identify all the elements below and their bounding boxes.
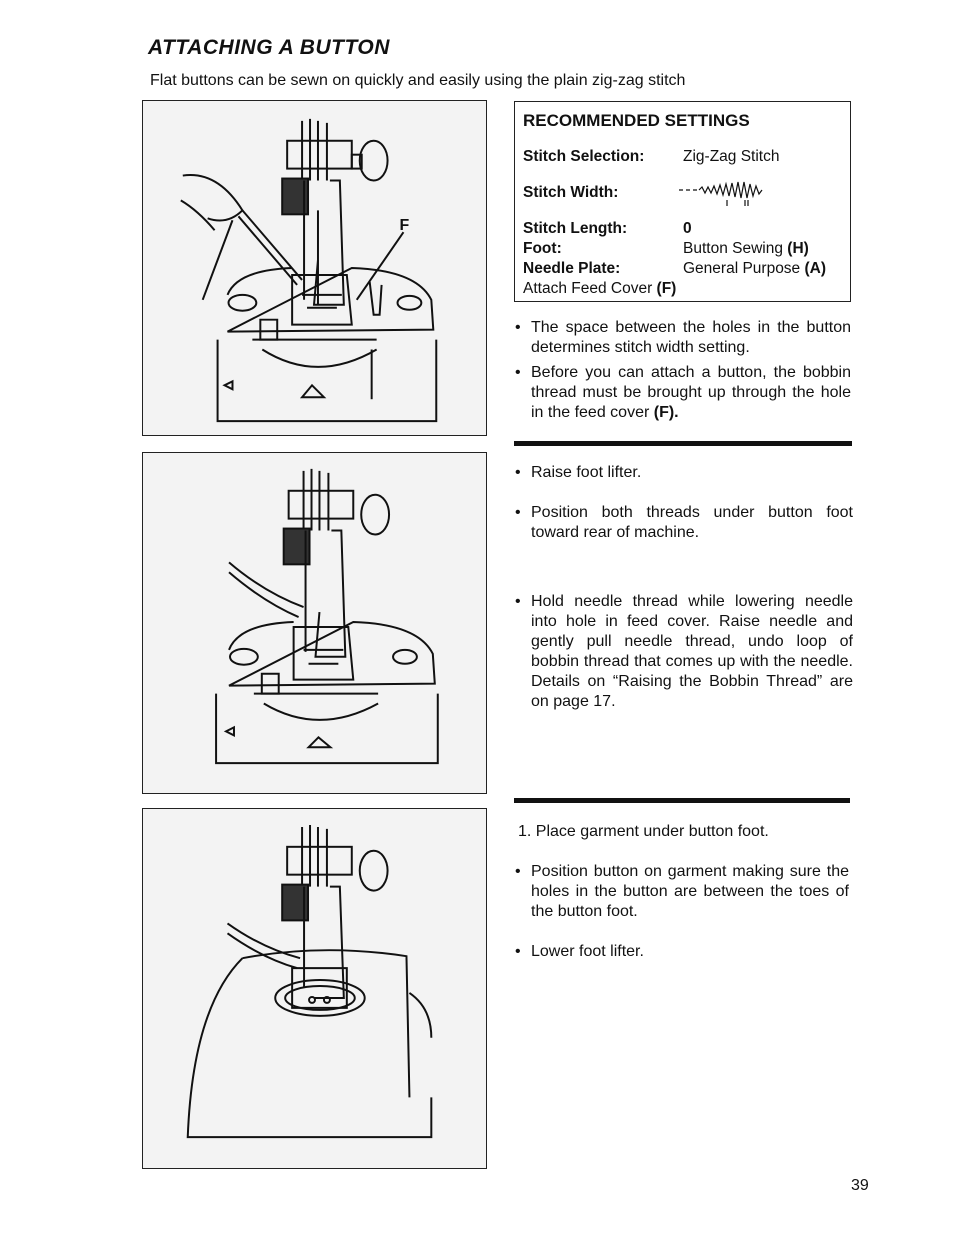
bullet-text: Position both threads under button foot toward rear of machine. bbox=[531, 504, 853, 541]
bullet-symbol: • bbox=[515, 593, 521, 610]
label-f: F bbox=[399, 217, 410, 235]
foot-name: Button Sewing bbox=[683, 240, 783, 257]
figure-place-garment bbox=[142, 808, 487, 1169]
bullet-text bbox=[531, 363, 851, 423]
sewing-machine-illustration bbox=[143, 809, 486, 1168]
needle-plate-label: Needle Plate: bbox=[523, 260, 621, 277]
settings-heading: RECOMMENDED SETTINGS bbox=[523, 111, 750, 130]
figure-attach-feed-cover bbox=[142, 100, 487, 436]
bullet-text: Raise foot lifter. bbox=[531, 464, 642, 481]
needle-plate-code: (A) bbox=[804, 260, 827, 277]
bullet-symbol: • bbox=[515, 319, 521, 336]
figure-position-threads bbox=[142, 452, 487, 794]
stitch-width-label: Stitch Width: bbox=[523, 184, 619, 201]
bullet-text: Lower foot lifter. bbox=[531, 943, 644, 960]
stitch-selection-label: Stitch Selection: bbox=[523, 148, 645, 165]
foot-value bbox=[683, 240, 809, 258]
bullet-symbol: • bbox=[515, 464, 521, 481]
needle-plate-value bbox=[683, 260, 826, 278]
bullet-text: Position button on garment making sure the holes in the button are between the toes of the button foot. bbox=[531, 863, 849, 920]
stitch-length-value: 0 bbox=[683, 220, 692, 237]
bullet-symbol: • bbox=[515, 943, 521, 960]
step-text: 1. Place garment under button foot. bbox=[518, 823, 769, 840]
zigzag-width-icon bbox=[679, 176, 769, 208]
bullet-symbol: • bbox=[515, 504, 521, 521]
foot-code: (H) bbox=[787, 240, 809, 257]
bullet-symbol: • bbox=[515, 364, 521, 381]
feed-cover-line bbox=[523, 280, 676, 298]
feed-cover-code: (F) bbox=[656, 280, 677, 297]
bullet-text: The space between the holes in the button determines stitch width setting. bbox=[531, 319, 851, 356]
sewing-machine-illustration bbox=[143, 453, 486, 793]
bullet-text-main: Before you can attach a button, the bobbin thread must be brought up through the hole in the feed cover bbox=[531, 364, 851, 421]
recommended-settings-box bbox=[514, 101, 851, 302]
bullet-text: Hold needle thread while lowering needle into hole in feed cover. Raise needle and gently pull needle thread, undo loop of bobbin thread that comes up with the needle. Details on “Raising the Bobbin Thread” are on page 17. bbox=[531, 593, 853, 710]
intro-text: Flat buttons can be sewn on quickly and easily using the plain zig-zag stitch bbox=[150, 72, 686, 89]
stitch-selection-value: Zig-Zag Stitch bbox=[683, 148, 780, 165]
sewing-machine-illustration bbox=[143, 101, 486, 435]
page-number: 39 bbox=[851, 1177, 869, 1194]
stitch-length-label: Stitch Length: bbox=[523, 220, 628, 237]
bullet-symbol: • bbox=[515, 863, 521, 880]
page-title: ATTACHING A BUTTON bbox=[148, 36, 390, 59]
section-divider bbox=[514, 441, 852, 446]
section-divider bbox=[514, 798, 850, 803]
needle-plate-name: General Purpose bbox=[683, 260, 801, 277]
feed-cover-text: Attach Feed Cover bbox=[523, 280, 653, 297]
feed-cover-ref: (F). bbox=[653, 404, 679, 421]
foot-label: Foot: bbox=[523, 240, 562, 257]
